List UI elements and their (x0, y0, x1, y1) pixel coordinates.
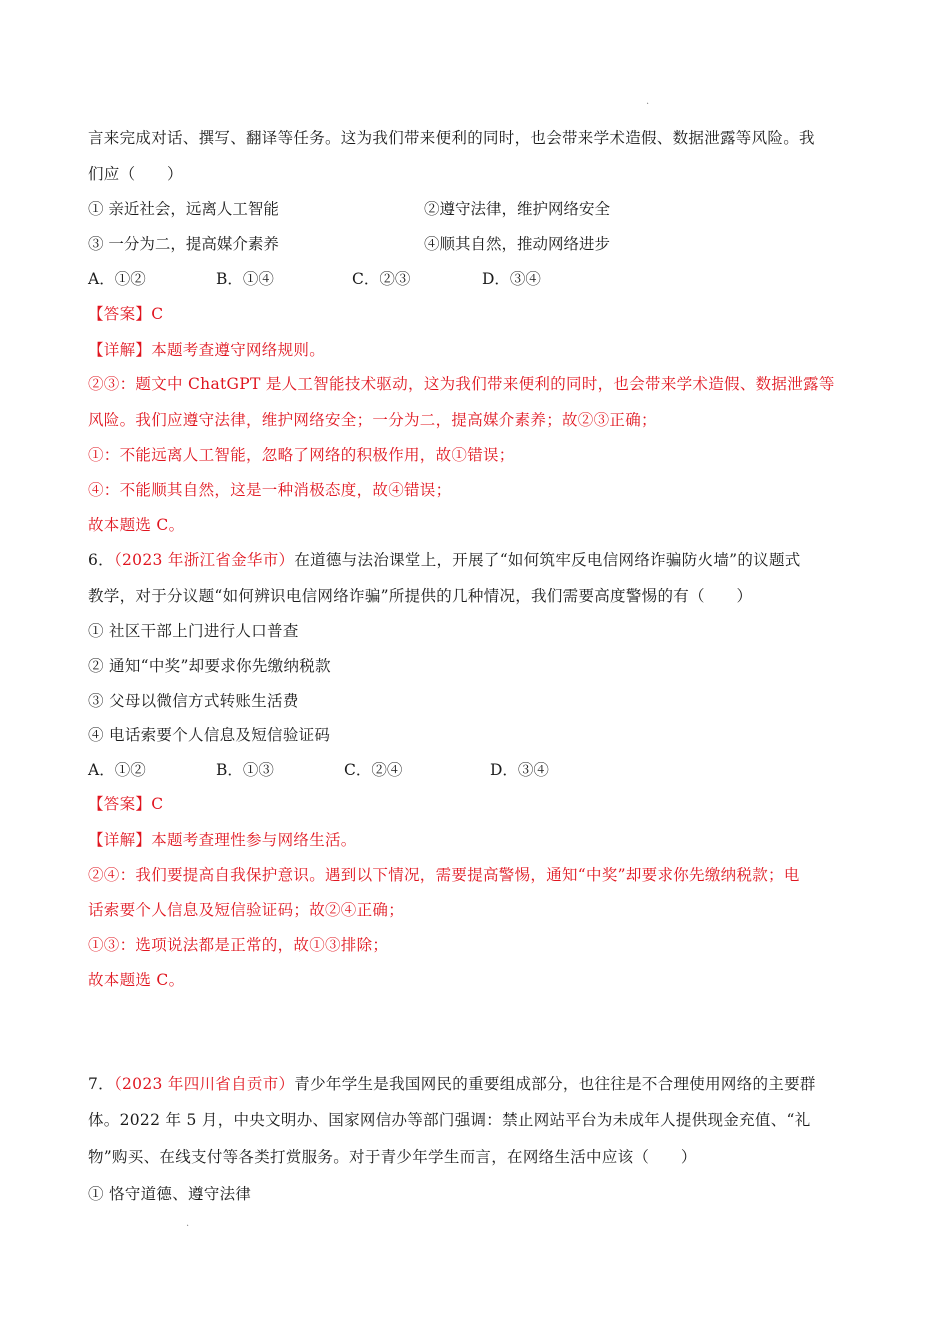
q5-detail: 【详解】本题考查遵守网络规则。 (88, 341, 326, 359)
q5-item-1: ① 亲近社会，远离人工智能 (88, 200, 279, 218)
q5-choice-a: A．①② (88, 270, 146, 288)
q6-item-2: ② 通知“中奖”却要求你先缴纳税款 (88, 657, 331, 675)
q6-choice-d: D．③④ (490, 761, 549, 779)
q6-item-1: ① 社区干部上门进行人口普查 (88, 622, 299, 640)
q5-item-2: ②遵守法律，维护网络安全 (424, 200, 611, 218)
q5-choice-c: C．②③ (352, 270, 411, 288)
q7-stem-line3: 物”购买、在线支付等各类打赏服务。对于青少年学生而言，在网络生活中应该（ ） (88, 1148, 697, 1166)
q7-stem-text: 青少年学生是我国网民的重要组成部分，也往往是不合理使用网络的主要群 (294, 1075, 816, 1093)
q5-choice-b: B．①④ (216, 270, 274, 288)
q6-answer: 【答案】C (88, 795, 164, 813)
q5-explain-line4: ④：不能顺其自然，这是一种消极态度，故④错误； (88, 481, 452, 499)
q5-stem-line1: 言来完成对话、撰写、翻译等任务。这为我们带来便利的同时，也会带来学术造假、数据泄露等风险。我 (88, 129, 815, 147)
q5-item-3: ③ 一分为二，提高媒介素养 (88, 235, 279, 253)
q7-number: 7． (88, 1075, 114, 1093)
q7-source: （2023 年四川省自贡市） (113, 1075, 295, 1093)
q6-explain-line1: ②④：我们要提高自我保护意识。遇到以下情况，需要提高警惕，通知“中奖”却要求你先缴纳税款；电 (88, 866, 800, 884)
q6-choice-b: B．①③ (216, 761, 274, 779)
q6-item-4: ④ 电话索要个人信息及短信验证码 (88, 726, 331, 744)
q5-conclusion: 故本题选 C。 (88, 516, 185, 534)
q5-item-4: ④顺其自然，推动网络进步 (424, 235, 611, 253)
q6-number: 6． (88, 551, 114, 569)
q6-detail: 【详解】本题考查理性参与网络生活。 (88, 831, 357, 849)
q6-stem-line1 (88, 549, 801, 571)
q5-explain-line3: ①：不能远离人工智能，忽略了网络的积极作用，故①错误； (88, 446, 515, 464)
q6-stem-line2: 教学，对于分议题“如何辨识电信网络诈骗”所提供的几种情况，我们需要高度警惕的有（ ） (88, 587, 753, 605)
decorative-dot: . (646, 96, 650, 107)
q5-explain-line2: 风险。我们应遵守法律，维护网络安全；一分为二，提高媒介素养；故②③正确； (88, 411, 657, 429)
q6-choice-a: A．①② (88, 761, 146, 779)
q6-stem-text: 在道德与法治课堂上，开展了“如何筑牢反电信网络诈骗防火墙”的议题式 (294, 551, 801, 569)
q6-explain-line3: ①③：选项说法都是正常的，故①③排除； (88, 936, 389, 954)
decorative-dot: . (186, 1218, 190, 1229)
q5-answer: 【答案】C (88, 305, 164, 323)
q5-stem-line2: 们应（ ） (88, 165, 183, 183)
q7-item-1: ① 恪守道德、遵守法律 (88, 1185, 252, 1203)
q6-explain-line2: 话索要个人信息及短信验证码；故②④正确； (88, 901, 405, 919)
q5-explain-line1: ②③：题文中 ChatGPT 是人工智能技术驱动，这为我们带来便利的同时，也会带来学术造假、数据泄露等 (88, 375, 835, 393)
q6-source: （2023 年浙江省金华市） (113, 551, 295, 569)
q6-choice-c: C．②④ (344, 761, 403, 779)
q7-stem-line2: 体。2022 年 5 月，中央文明办、国家网信办等部门强调：禁止网站平台为未成年人提供现金充值、“礼 (88, 1111, 811, 1129)
q6-conclusion: 故本题选 C。 (88, 971, 185, 989)
q5-choice-d: D．③④ (482, 270, 541, 288)
q6-item-3: ③ 父母以微信方式转账生活费 (88, 692, 299, 710)
q7-stem-line1 (88, 1073, 816, 1095)
